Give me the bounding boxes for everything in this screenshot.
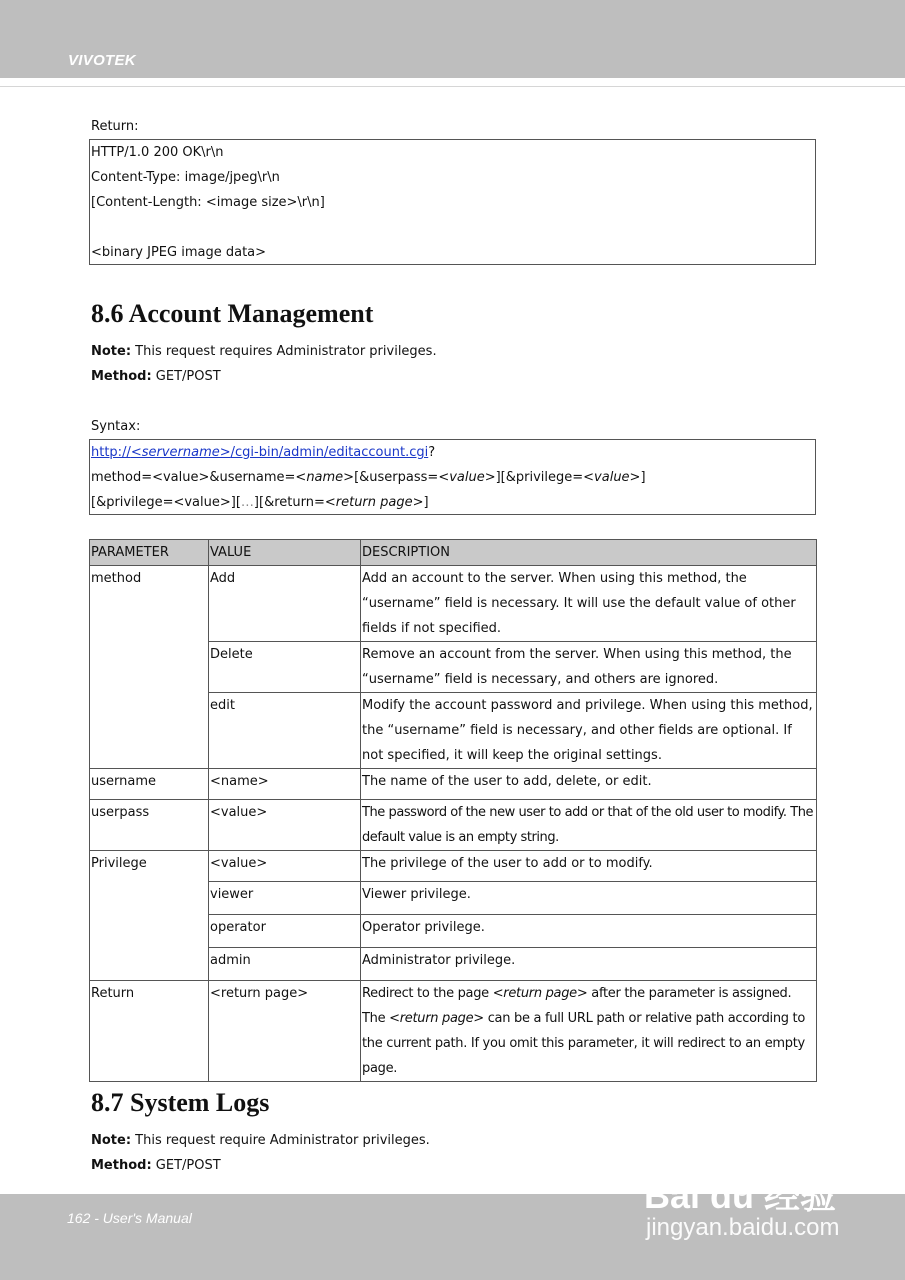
return-line-2: Content-Type: image/jpeg\r\n <box>91 170 280 185</box>
header-description: DESCRIPTION <box>361 540 817 566</box>
value-cell: edit <box>209 693 361 769</box>
value-cell: <return page> <box>209 981 361 1082</box>
syntax-line-3: [&privilege=<value>][…][&return=<return page>] <box>91 495 429 510</box>
header-value: VALUE <box>209 540 361 566</box>
section-heading-account: 8.6 Account Management <box>91 299 374 328</box>
desc-cell: Redirect to the page <return page> after the parameter is assigned. The <return page> can be a full URL path or relative path according to the current path. If you omit this parameter, it will redirect to an empty page. <box>361 981 817 1082</box>
method-label: Method: <box>91 1158 152 1173</box>
table-row <box>90 566 817 642</box>
param-cell: method <box>90 566 209 769</box>
brand-logo: VIVOTEK <box>68 52 136 69</box>
header-parameter: PARAMETER <box>90 540 209 566</box>
desc-cell: Modify the account password and privilege. When using this method, the “username” field is necessary, and other fields are optional. If not specified, it will keep the original settings. <box>361 693 817 769</box>
table-row <box>90 851 817 882</box>
method-label: Method: <box>91 369 152 384</box>
return-label: Return: <box>91 119 139 134</box>
syntax-label: Syntax: <box>91 419 141 434</box>
value-cell: admin <box>209 948 361 981</box>
page-number: 162 - User's Manual <box>67 1210 192 1226</box>
return-line-3: [Content-Length: <image size>\r\n] <box>91 195 325 210</box>
desc-cell: The privilege of the user to add or to modify. <box>361 851 817 882</box>
watermark-logo: Bai du 经验 <box>644 1175 837 1216</box>
desc-cell: Add an account to the server. When using this method, the “username” field is necessary. It will use the default value of other fields if not specified. <box>361 566 817 642</box>
section-heading-logs: 8.7 System Logs <box>91 1088 270 1117</box>
desc-cell: Operator privilege. <box>361 915 817 948</box>
param-cell: username <box>90 769 209 800</box>
param-cell: Privilege <box>90 851 209 981</box>
header-divider <box>0 86 905 87</box>
syntax-url-link[interactable]: http://<servername>/cgi-bin/admin/editaccount.cgi <box>91 445 429 460</box>
value-cell: Add <box>209 566 361 642</box>
method-text: GET/POST <box>151 369 221 384</box>
logs-method <box>91 1153 221 1178</box>
syntax-line-1: http://<servername>/cgi-bin/admin/editaccount.cgi? <box>91 445 436 460</box>
account-note <box>91 339 437 364</box>
note-label: Note: <box>91 1133 132 1148</box>
table-row <box>90 981 817 1082</box>
value-cell: viewer <box>209 882 361 915</box>
return-line-1: HTTP/1.0 200 OK\r\n <box>91 145 224 160</box>
value-cell: <name> <box>209 769 361 800</box>
note-text: This request requires Administrator privileges. <box>131 344 437 359</box>
desc-cell: Viewer privilege. <box>361 882 817 915</box>
watermark-text: jingyan.baidu.com <box>646 1214 840 1241</box>
value-cell: Delete <box>209 642 361 693</box>
desc-cell: The name of the user to add, delete, or edit. <box>361 769 817 800</box>
return-code-box <box>89 139 816 265</box>
account-method <box>91 364 221 389</box>
value-cell: <value> <box>209 800 361 851</box>
param-cell: userpass <box>90 800 209 851</box>
return-line-5: <binary JPEG image data> <box>91 245 267 260</box>
desc-cell: The password of the new user to add or that of the old user to modify. The default value is an empty string. <box>361 800 817 851</box>
logs-note <box>91 1128 430 1153</box>
note-text: This request require Administrator privileges. <box>131 1133 430 1148</box>
param-cell: Return <box>90 981 209 1082</box>
desc-cell: Administrator privilege. <box>361 948 817 981</box>
syntax-box <box>89 439 816 515</box>
parameter-table <box>89 539 817 1082</box>
method-text: GET/POST <box>151 1158 221 1173</box>
table-header-row <box>90 540 817 566</box>
syntax-line-2: method=<value>&username=<name>[&userpass=<value>][&privilege=<value>] <box>91 470 646 485</box>
value-cell: <value> <box>209 851 361 882</box>
desc-cell: Remove an account from the server. When using this method, the “username” field is necessary, and others are ignored. <box>361 642 817 693</box>
table-row <box>90 800 817 851</box>
note-label: Note: <box>91 344 132 359</box>
table-row <box>90 769 817 800</box>
value-cell: operator <box>209 915 361 948</box>
